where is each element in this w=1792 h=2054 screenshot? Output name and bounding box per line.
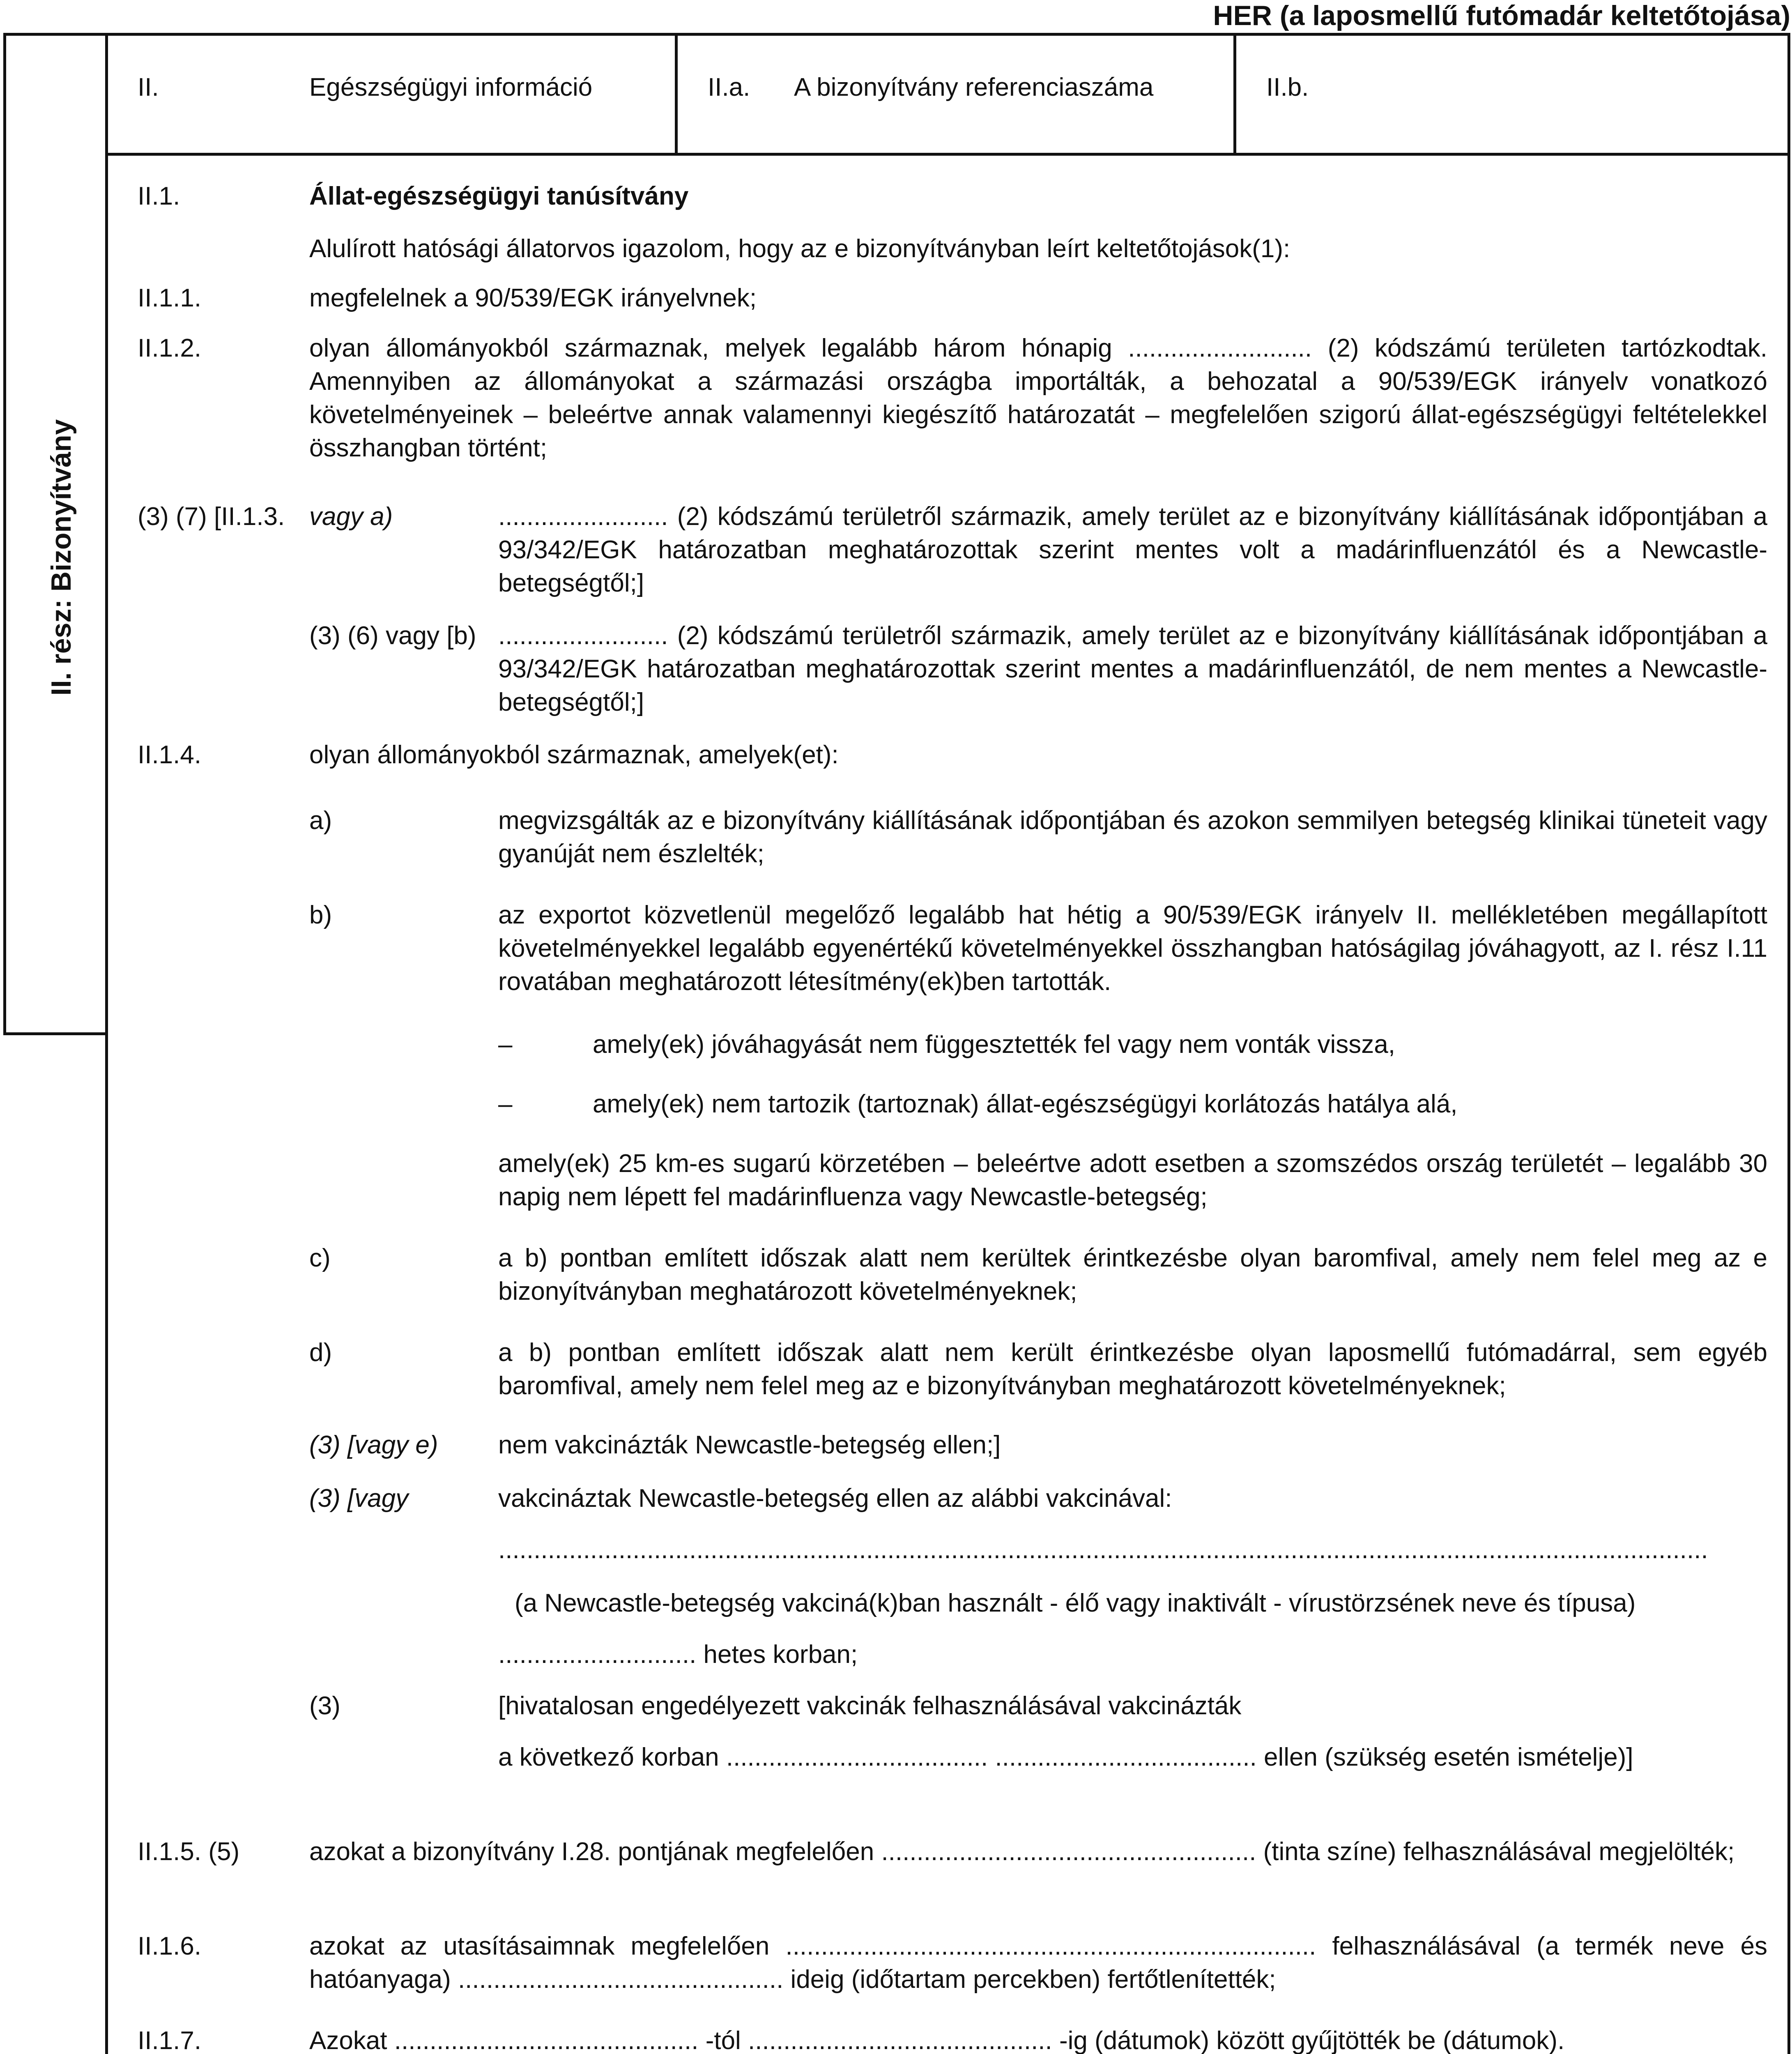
section-1-number: II.1. <box>138 182 180 210</box>
option-text: a b) pontban említett időszak alatt nem kerültek érintkezésbe olyan baromfival, amely nem felel meg az e bizonyítványban meghatározott követelményeknek; <box>498 1244 1767 1306</box>
side-panel <box>3 33 107 1035</box>
paragraph: megfelelnek a 90/539/EGK irányelvnek; <box>309 284 757 312</box>
option-text: ........................ (2) kódszámú területről származik, amely terület az e bizonyítvány kiállításának időpontjában a 93/342/EGK határozatban meghatározottak szerint mentes volt a madárinfluenzától és a Newcastle-betegségtől;] <box>498 502 1767 597</box>
bullet-text: amely(ek) nem tartozik (tartoznak) állat-egészségügyi korlátozás hatálya alá, <box>593 1090 1458 1118</box>
option-text: amely(ek) 25 km-es sugarú körzetében – beleértve adott esetben a szomszédos ország területét – legalább 30 napig nem lépett fel madárinfluenza vagy Newcastle-betegség; <box>498 1149 1767 1211</box>
dash-bullet: – <box>498 1090 513 1118</box>
document-header: HER (a laposmellű futómadár keltetőtojása) <box>1213 0 1790 31</box>
paragraph: azokat az utasításaimnak megfelelően ........................................................................... felhasználásával (a termék neve és hatóanyaga) .............................................. ideig (időtartam percekben) fertőtlenítették; <box>309 1932 1767 1994</box>
fill-in-line: ........................................................................................................................................................................... <box>498 1536 1708 1564</box>
option-text: az exportot közvetlenül megelőző legalább hat hétig a 90/539/EGK irányelv II. mellékletében megállapított követelményekkel legalább egyenértékű követelményekkel összhangban hatóságilag jóváhagyott, az I. rész I.11 rovatában meghatározott létesítmény(ek)ben tartották. <box>498 901 1767 996</box>
reference-title: A bizonyítvány referenciaszáma <box>794 73 1154 101</box>
item-number: II.1.1. <box>138 284 202 312</box>
section-number: II. <box>138 73 159 101</box>
divider <box>675 36 678 156</box>
item-number: (3) (7) [II.1.3. <box>138 502 285 531</box>
item-number: II.1.4. <box>138 741 202 769</box>
dash-bullet: – <box>498 1030 513 1059</box>
option-text: ........................ (2) kódszámú területről származik, amely terület az e bizonyítvány kiállításának időpontjában a 93/342/EGK határozatban meghatározottak szerint mentes a madárinfluenzától, de nem mentes a Newcastle-betegségtől;] <box>498 622 1767 716</box>
option-text: megvizsgálták az e bizonyítvány kiállításának időpontjában és azokon semmilyen betegség klinikai tüneteit vagy gyanúját nem észlelték; <box>498 806 1767 868</box>
field-caption: (a Newcastle-betegség vakciná(k)ban használt - élő vagy inaktivált - vírustörzsének neve és típusa) <box>515 1589 1636 1617</box>
option-text: a b) pontban említett időszak alatt nem került érintkezésbe olyan laposmellű futómadárral, sem egyéb baromfival, amely nem felel meg az e bizonyítványban meghatározott követelményeknek; <box>498 1338 1767 1400</box>
paragraph: olyan állományokból származnak, melyek legalább három hónapig .......................... (2) kódszámú területen tartózkodtak. Amennyiben az állományokat a származási országba importálták, a behozatal a 90/539/EGK irányelv vonatkozó követelményeinek – beleértve annak valamennyi kiegészítő határozatát – megfelelően szigorú állat-egészségügyi feltételekkel összhangban történt; <box>309 334 1767 462</box>
option-label: b) <box>309 901 332 929</box>
side-panel-label: II. rész: Bizonyítvány <box>46 419 77 696</box>
section-1-title: Állat-egészségügyi tanúsítvány <box>309 182 689 210</box>
paragraph: olyan állományokból származnak, amelyek(et): <box>309 741 839 769</box>
option-label: vagy a) <box>309 502 393 531</box>
paragraph: Azokat ........................................... -tól ........................................... -ig (dátumok) között gyűjtötték be (dátumok). <box>309 2026 1565 2054</box>
bullet-text: amely(ek) jóváhagyását nem függesztették fel vagy nem vonták vissza, <box>593 1030 1395 1059</box>
section-title: Egészségügyi információ <box>309 73 593 101</box>
option-text: nem vakcinázták Newcastle-betegség ellen;] <box>498 1431 1001 1459</box>
option-text: [hivatalosan engedélyezett vakcinák felhasználásával vakcinázták <box>498 1692 1242 1720</box>
paragraph: azokat a bizonyítvány I.28. pontjának megfelelően ..................................................... (tinta színe) felhasználásával megjelölték; <box>309 1838 1735 1866</box>
option-text: ............................ hetes korban; <box>498 1640 858 1669</box>
item-number: II.1.7. <box>138 2026 202 2054</box>
item-number: II.1.2. <box>138 334 202 362</box>
option-label: c) <box>309 1244 331 1272</box>
option-label: (3) (6) vagy [b) <box>309 622 476 650</box>
option-label: (3) <box>309 1692 340 1720</box>
divider <box>1233 36 1236 156</box>
option-label: (3) [vagy e) <box>309 1431 438 1459</box>
option-label: a) <box>309 806 332 835</box>
option-text: a következő korban ..................................... ..................................... ellen (szükség esetén ismételje)] <box>498 1743 1633 1771</box>
option-text: vakcináztak Newcastle-betegség ellen az alábbi vakcinával: <box>498 1484 1172 1513</box>
top-row <box>108 36 1787 156</box>
certificate-frame <box>105 33 1790 2054</box>
reference-number-label: II.a. <box>708 73 750 101</box>
section-1-intro: Alulírott hatósági állatorvos igazolom, hogy az e bizonyítványban leírt keltetőtojások(1): <box>309 235 1291 263</box>
reference-b-label: II.b. <box>1266 73 1309 101</box>
item-number: II.1.6. <box>138 1932 202 1960</box>
option-label: (3) [vagy <box>309 1484 409 1513</box>
option-label: d) <box>309 1338 332 1367</box>
item-number: II.1.5. (5) <box>138 1838 240 1866</box>
